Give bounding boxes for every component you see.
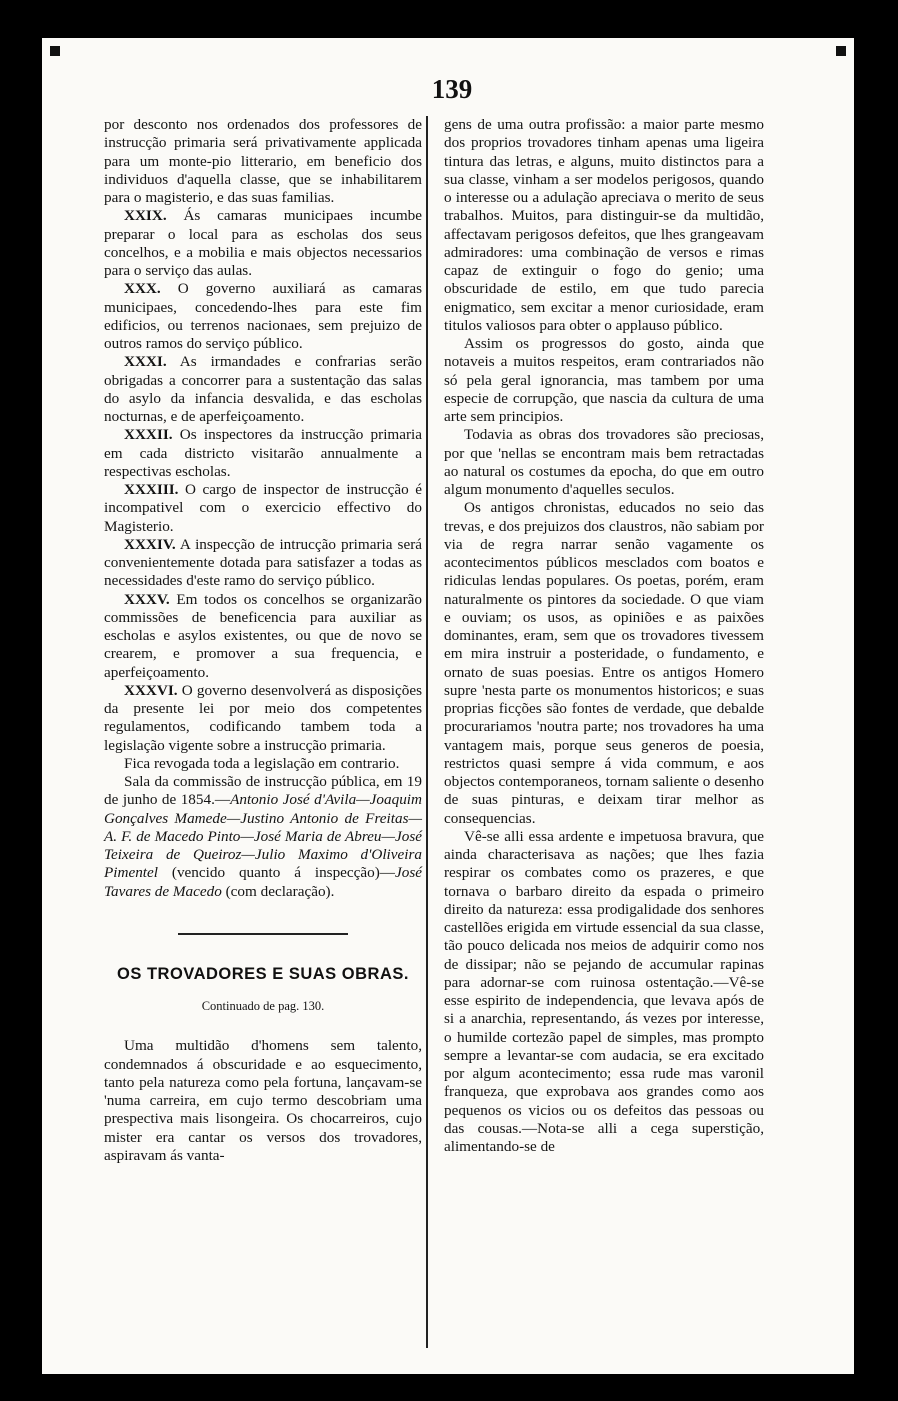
article-number: XXXIII. — [124, 481, 179, 498]
paragraph: Assim os progressos do gosto, ainda que notaveis a muitos respeitos, eram contrariados não só pela geral ignorancia, mas tambem por uma especie de corrupção, que nascia da cultura de uma arte sem principios. — [444, 335, 764, 425]
paragraph: Os antigos chronistas, educados no seio das trevas, e dos prejuizos dos claustros, não sabiam por via de regra narrar senão vagamente os acontecimentos públicos mesclados com boatos e ridiculas lendas populares. Os poetas, porém, eram naturalmente os pintores da sociedade. O que viam e ouviam; os usos, as opiniões e as paixões dominantes, eram, sem que os trovadores tivessem em mira instruir a posteridade, o fundamento, e ornato de suas poesias. Entre os antigos Homero supre 'nesta parte os monumentos historicos; e suas proprias ficções são fontes de verdade, que debalde procurariamos 'noutra parte; nos trovadores ha uma vantagem mais, porque seus generos de poesia, restrictos quasi sempre á vida commum, e aos objectos contemporaneos, tornam saliente o desenho de suas pinturas, e deixam tirar melhor as consequencias. — [444, 499, 764, 827]
section-divider — [178, 933, 348, 935]
article-number: XXXI. — [124, 353, 167, 371]
article-number: XXX. — [124, 280, 161, 298]
article-text: As irmandades e confrarias serão obrigadas a concorrer para a sustentação das salas do asylo da infancia desvalida, e das escholas nocturnas, e de aperfeiçoamento. — [104, 353, 422, 425]
article-number: XXXV. — [124, 590, 170, 608]
right-column — [444, 116, 764, 1156]
article-text: O governo desenvolverá as disposições da presente lei por meio dos competentes regulamentos, codificando tambem toda a legislação vigente sobre a instrucção primaria. — [104, 681, 422, 754]
article-text: O cargo de inspector de instrucção é incompativel com o exercicio effectivo do Magisterio. — [104, 481, 423, 535]
column-divider — [426, 116, 428, 1348]
paragraph-text: Uma multidão d'homens sem talento, condemnados á obscuridade e ao esquecimento, tanto pela natureza como pela fortuna, lançavam-se 'numa carreira, em cujo termo descobriam uma prespectiva mais lisongeira. Os chocarreiros, cujo mister era cantar os versos dos trovadores, aspiravam ás vanta- — [104, 1037, 422, 1164]
left-column — [104, 116, 422, 1165]
article-xxxv — [104, 591, 422, 682]
paragraph-text: por desconto nos ordenados dos professores de instrucção primaria será privativamente applicada para um monte-pio litterario, em beneficio dos individuos d'aquella classe, que se inhabilitarem para o magisterio, e das suas familias. — [104, 116, 422, 206]
article-text: Em todos os concelhos se organizarão commissões de beneficencia para auxiliar as escholas e asylos existentes, ou que de novo se crearem, e promover a sua frequencia, e aperfeiçoamento. — [104, 590, 422, 681]
article-text: Os inspectores da instrucção primaria em cada districto visitarão annualmente a respectivas escholas. — [104, 426, 423, 480]
article-xxix — [104, 207, 422, 280]
paragraph — [104, 116, 422, 207]
closing-lead: Sala da commissão de instrucção pública, em 19 de junho de 1854.— — [104, 773, 422, 809]
article-text: A inspecção de intrucção primaria será convenientemente dotada para satisfazer a todas as necessidades d'este ramo do serviço público. — [104, 535, 422, 590]
article-xxxii — [104, 426, 422, 481]
paragraph: Vê-se alli essa ardente e impetuosa bravura, que ainda characterisava as nações; que lhes fazia respirar os combates como os prazeres, e que tornava o barbaro direito da espada o primeiro direito da natureza: essa prodigalidade dos senhores castellões erigida em virtude essencial da sua classe, tão pouco delicada nos meios de adquirir como nos de dissipar; não se pejando de accumular rapinas para adornar-se com ruinosa ostentação.—Vê-se esse espirito de independencia, que levava após de si a anarchia, representando, ás vezes por interesse, o humilde cortezão papel de simples, mas prompto sempre a levantar-se com audacia, se era excitado por algum acontecimento; essa rude mas varonil franqueza, que exprobava aos grandes como aos pequenos os vicios ou os defeitos das pessoas ou das cousas.—Nota-se alli a cega superstição, alimentando-se de — [444, 827, 764, 1155]
registration-mark-left — [50, 46, 60, 56]
paragraph-text: Fica revogada toda a legislação em contrario. — [124, 754, 400, 772]
article-xxxvi — [104, 682, 422, 755]
signatory-note: (com declaração). — [221, 882, 335, 900]
article-xxxiii — [104, 481, 422, 536]
article-intro — [104, 1037, 422, 1165]
page-number: 139 — [431, 74, 473, 104]
continuation-note: Continuado de pag. 130. — [201, 999, 325, 1013]
article-text: O governo auxiliará as camaras municipaes, concedendo-lhes para este fim edificios, ou terrenos nacionaes, sem prejuizo de outros ramos do serviço público. — [104, 280, 423, 352]
article-xxxi — [104, 353, 422, 426]
signatories: Antonio José d'Avila—Joaquim Gonçalves Mamede—Justino Antonio de Freitas—A. F. de Macedo Pinto—José Maria de Abreu—José Teixeira de Queiroz—Julio Maximo d'Oliveira Pimentel — [104, 791, 422, 882]
closing-signatures — [104, 773, 422, 901]
paper-sheet — [42, 38, 854, 1374]
article-text: Ás camaras municipaes incumbe preparar o local para as escholas dos seus concelhos, e a mobilia e mais objectos necessarios para o serviço das aulas. — [104, 207, 423, 279]
article-number: XXXIV. — [124, 535, 176, 553]
article-number: XXXVI. — [124, 681, 178, 699]
paragraph — [104, 755, 422, 773]
article-number: XXIX. — [124, 207, 167, 225]
paragraph: gens de uma outra profissão: a maior parte mesmo dos proprios trovadores tinham apenas uma ligeira tintura das letras, e alguns, muito distinctos para a sua classe, vinham a ser modelos perigosos, quando o interesse ou a adulação apreciava o merito de seus trabalhos. Muitos, para distinguir-se da multidão, affectavam perigosos defeitos, que lhes grangeavam admiradores: uma combinação de versos e rimas capaz de extinguir o fogo do genio; uma obscuridade de estilo, em que tudo parecia enigmatico, sem excitar a menor curiosidade, eram titulos valiosos para obter o applauso público. — [444, 116, 764, 334]
signatory-note: (vencido quanto á inspecção)— — [157, 864, 395, 882]
article-xxxiv — [104, 536, 422, 591]
article-title: OS TROVADORES E SUAS OBRAS. — [117, 964, 409, 983]
registration-mark-right — [836, 46, 846, 56]
paragraph: Todavia as obras dos trovadores são preciosas, por que 'nellas se encontram mais bem retractadas ao natural os costumes da epocha, do que em outro algum monumento d'aquelles seculos. — [444, 426, 764, 498]
signatory: José Tavares de Macedo — [104, 864, 422, 900]
article-xxx — [104, 280, 422, 353]
article-number: XXXII. — [124, 426, 173, 444]
